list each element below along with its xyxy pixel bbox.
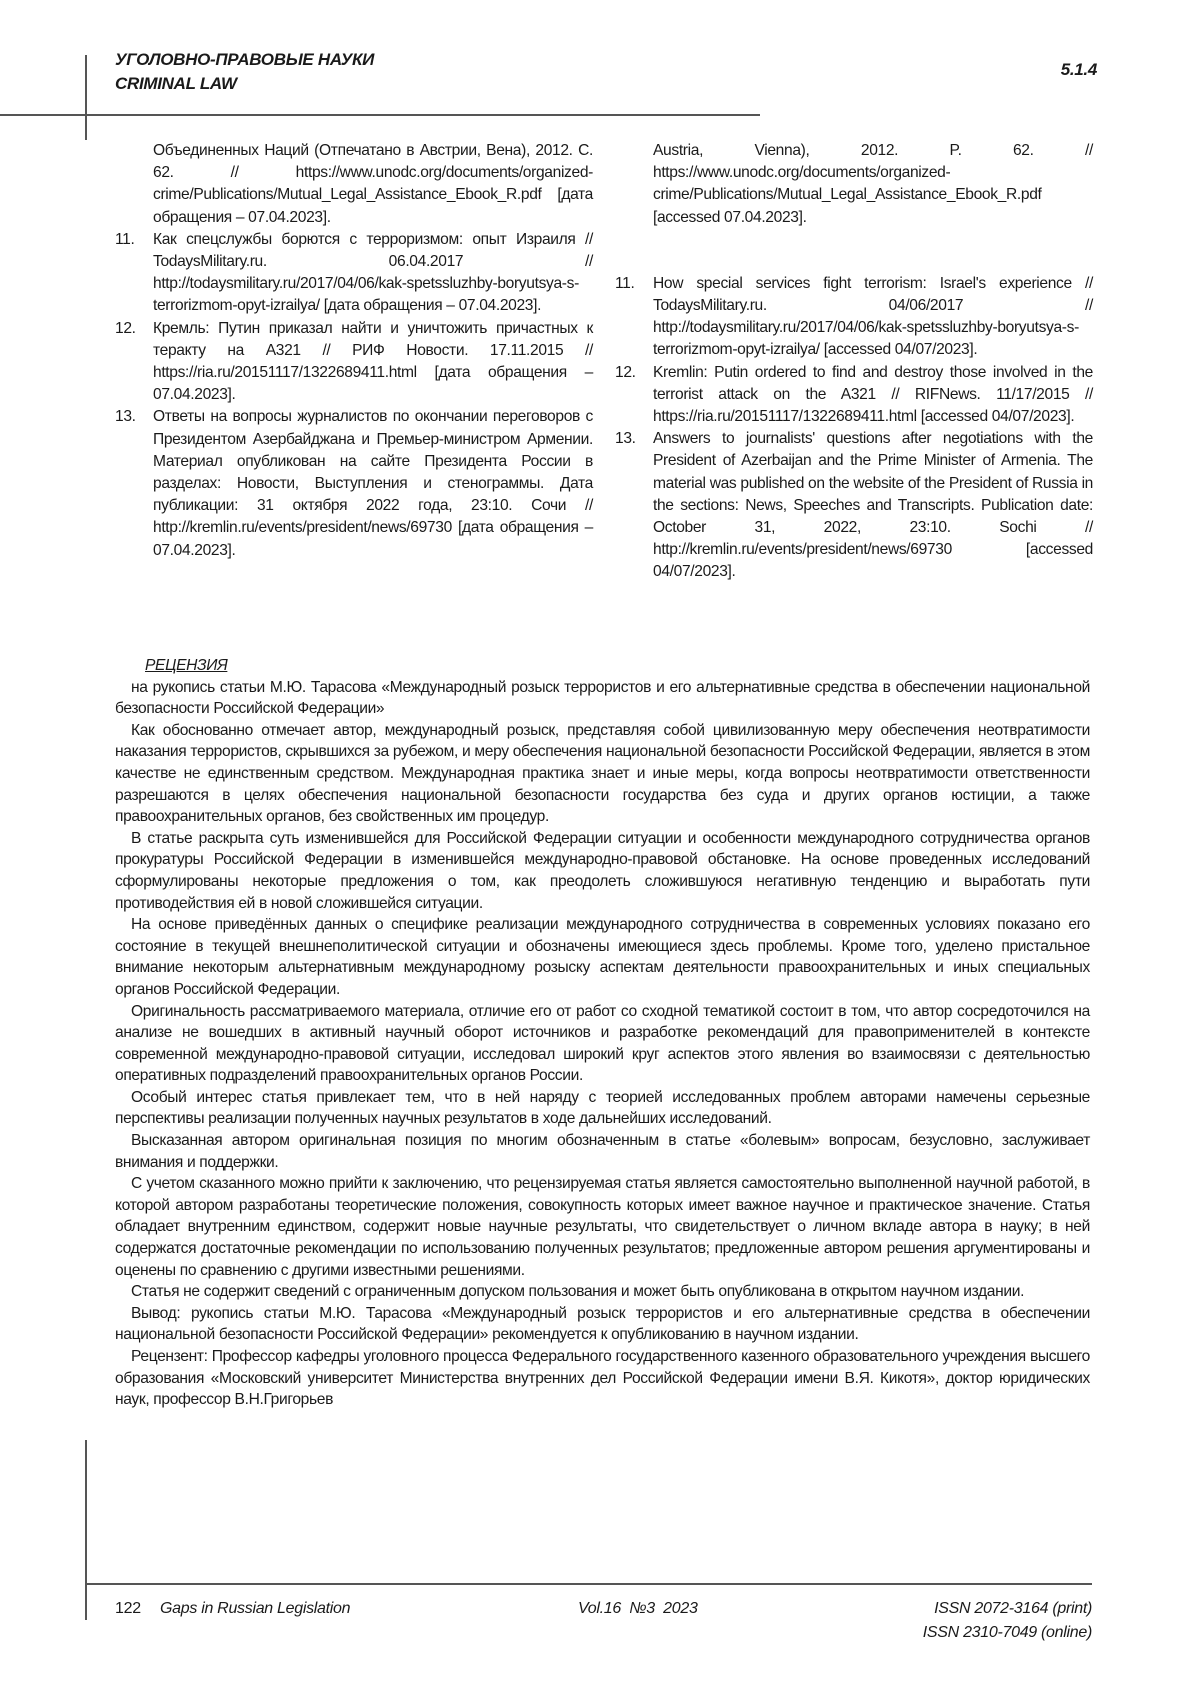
reference-text: Объединенных Наций (Отпечатано в Австрии, Вена), 2012. С. 62. // https://www.unodc.org/documents/organized-crime/Publications/Mutual_Legal_Assistance_Ebook_R.pdf [дата обращения – 07.04.2023]. xyxy=(153,140,593,229)
review-paragraph: на рукопись статьи М.Ю. Тарасова «Международный розыск террористов и его альтернативные средства в обеспечении национальной безопасности Российской Федерации» xyxy=(115,677,1090,720)
section-title-en: CRIMINAL LAW xyxy=(115,74,237,94)
review-paragraph: Вывод: рукопись статьи М.Ю. Тарасова «Международный розыск террористов и его альтернативные средства в обеспечении национальной безопасности Российской Федерации» рекомендуется к опубликованию в научном издании. xyxy=(115,1303,1090,1346)
reference-text: Ответы на вопросы журналистов по окончании переговоров с Президентом Азербайджана и Премьер-министром Армении. Материал опубликован на сайте Президента России в разделах: Новости, Выступления и стенограммы. Дата публикации: 31 октября 2022 года, 23:10. Сочи // http://kremlin.ru/events/president/news/69730 [дата обращения – 07.04.2023]. xyxy=(153,406,593,561)
review-title: РЕЦЕНЗИЯ xyxy=(145,655,1090,677)
review-section xyxy=(115,655,1090,1411)
reference-item xyxy=(115,406,593,561)
section-title-ru: УГОЛОВНО-ПРАВОВЫЕ НАУКИ xyxy=(115,50,374,70)
journal-name: Gaps in Russian Legislation xyxy=(160,1600,350,1618)
reference-number: 13. xyxy=(115,406,153,561)
reference-item xyxy=(615,273,1093,362)
reference-text: Austria, Vienna), 2012. P. 62. // https://www.unodc.org/documents/organized-crime/Publications/Mutual_Legal_Assistance_Ebook_R.pdf [accessed 07.04.2023]. xyxy=(653,140,1093,229)
reference-number xyxy=(115,140,153,229)
footer-rule xyxy=(85,1583,1092,1585)
review-paragraph: Рецензент: Профессор кафедры уголовного процесса Федерального государственного казенного образовательного учреждения высшего образования «Московский университет Министерства внутренних дел Российской Федерации имени В.Я. Кикотя», доктор юридических наук, профессор В.Н.Григорьев xyxy=(115,1346,1090,1411)
reference-number: 11. xyxy=(115,229,153,318)
reference-text: Answers to journalists' questions after negotiations with the President of Azerbaijan and the Prime Minister of Armenia. The material was published on the website of the President of Russia in the sections: News, Speeches and Transcripts. Publication date: October 31, 2022, 23:10. Sochi // http://kremlin.ru/events/president/news/69730 [accessed 04/07/2023]. xyxy=(653,428,1093,583)
reference-number: 13. xyxy=(615,428,653,583)
reference-item xyxy=(115,229,593,318)
section-code: 5.1.4 xyxy=(1061,60,1097,80)
reference-item xyxy=(615,140,1093,229)
review-paragraph: В статье раскрыта суть изменившейся для Российской Федерации ситуации и особенности международного сотрудничества органов прокуратуры Российской Федерации в изменившейся международно-правовой обстановке. На основе проведенных исследований сформулированы некоторые предложения о том, как преодолеть сложившуюся негативную тенденцию и выработать пути противодействия ей в новой сложившейся ситуации. xyxy=(115,828,1090,914)
review-paragraph: Оригинальность рассматриваемого материала, отличие его от работ со сходной тематикой состоит в том, что автор сосредоточился на анализе не вошедших в активный научный оборот источников и разработке рекомендаций для правоприменителей в контексте современной международно-правовой ситуации, исследовал широкий круг аспектов этого явления во взаимосвязи с деятельностью оперативных подразделений правоохранительных органов России. xyxy=(115,1001,1090,1087)
reference-text: Кремль: Путин приказал найти и уничтожить причастных к теракту на А321 // РИФ Новости. 17.11.2015 // https://ria.ru/20151117/1322689411.html [дата обращения – 07.04.2023]. xyxy=(153,318,593,407)
reference-text: Kremlin: Putin ordered to find and destroy those involved in the terrorist attack on the A321 // RIFNews. 11/17/2015 // https://ria.ru/20151117/1322689411.html [accessed 04/07/2023]. xyxy=(653,362,1093,429)
review-paragraph: Высказанная автором оригинальная позиция по многим обозначенным в статье «болевым» вопросам, безусловно, заслуживает внимания и поддержки. xyxy=(115,1130,1090,1173)
page-number: 122 xyxy=(115,1600,141,1618)
references-en xyxy=(615,140,1093,584)
review-paragraph: С учетом сказанного можно прийти к заключению, что рецензируемая статья является самостоятельно выполненной научной работой, в которой автором разработаны теоретические положения, совокупность которых имеет важное научное и практическое значение. Статья обладает внутренним единством, содержит новые научные результаты, что свидетельствует о личном вкладе автора в науку; в ней содержатся достаточные рекомендации по использованию полученных результатов; предложенные автором решения аргументированы и оценены по сравнению с другими известными решениями. xyxy=(115,1173,1090,1281)
reference-item xyxy=(115,318,593,407)
header-vertical-rule xyxy=(85,55,87,140)
review-paragraph: Статья не содержит сведений с ограниченным допуском пользования и может быть опубликована в открытом научном издании. xyxy=(115,1281,1090,1303)
reference-number: 12. xyxy=(615,362,653,429)
footer-vertical-rule xyxy=(85,1440,87,1620)
reference-item xyxy=(615,428,1093,583)
review-paragraph: Особый интерес статья привлекает тем, что в ней наряду с теорией исследованных проблем авторами намечены серьезные перспективы реализации полученных научных результатов в ходе дальнейших исследований. xyxy=(115,1087,1090,1130)
reference-item xyxy=(615,362,1093,429)
reference-number: 12. xyxy=(115,318,153,407)
header-rule xyxy=(0,114,760,116)
reference-number: 11. xyxy=(615,273,653,362)
reference-number xyxy=(615,140,653,229)
issn-print: ISSN 2072-3164 (print) xyxy=(934,1600,1092,1618)
review-paragraph: На основе приведённых данных о специфике реализации международного сотрудничества в современных условиях показано его состояние в текущей внешнеполитической ситуации и обозначены имеющиеся здесь проблемы. Кроме того, уделено пристальное внимание некоторым альтернативным международному розыску аспектам деятельности правоохранительных и иных специальных органов Российской Федерации. xyxy=(115,914,1090,1000)
issue-info: Vol.16 №3 2023 xyxy=(578,1600,698,1618)
reference-item xyxy=(115,140,593,229)
review-paragraph: Как обоснованно отмечает автор, международный розыск, представляя собой цивилизованную меру обеспечения неотвратимости наказания террористов, скрывшихся за рубежом, и меру обеспечения национальной безопасности Российской Федерации, является в этом качестве не единственным средством. Международная практика знает и иные меры, когда вопросы неотвратимости ответственности разрешаются в целях обеспечения национальной безопасности государства без суда и других органов юстиции, а также правоохранительных органов, без свойственных им процедур. xyxy=(115,720,1090,828)
references-ru xyxy=(115,140,593,562)
reference-text: Как спецслужбы борются с терроризмом: опыт Израиля // TodaysMilitary.ru. 06.04.2017 // http://todaysmilitary.ru/2017/04/06/kak-spetssluzhby-boryutsya-s-terrorizmom-opyt-izrailya/ [дата обращения – 07.04.2023]. xyxy=(153,229,593,318)
issn-online: ISSN 2310-7049 (online) xyxy=(923,1624,1092,1642)
reference-text: How special services fight terrorism: Israel's experience // TodaysMilitary.ru. 04/06/2017 // http://todaysmilitary.ru/2017/04/06/kak-spetssluzhby-boryutsya-s-terrorizmom-opyt-izrailya/ [accessed 04/07/2023]. xyxy=(653,273,1093,362)
